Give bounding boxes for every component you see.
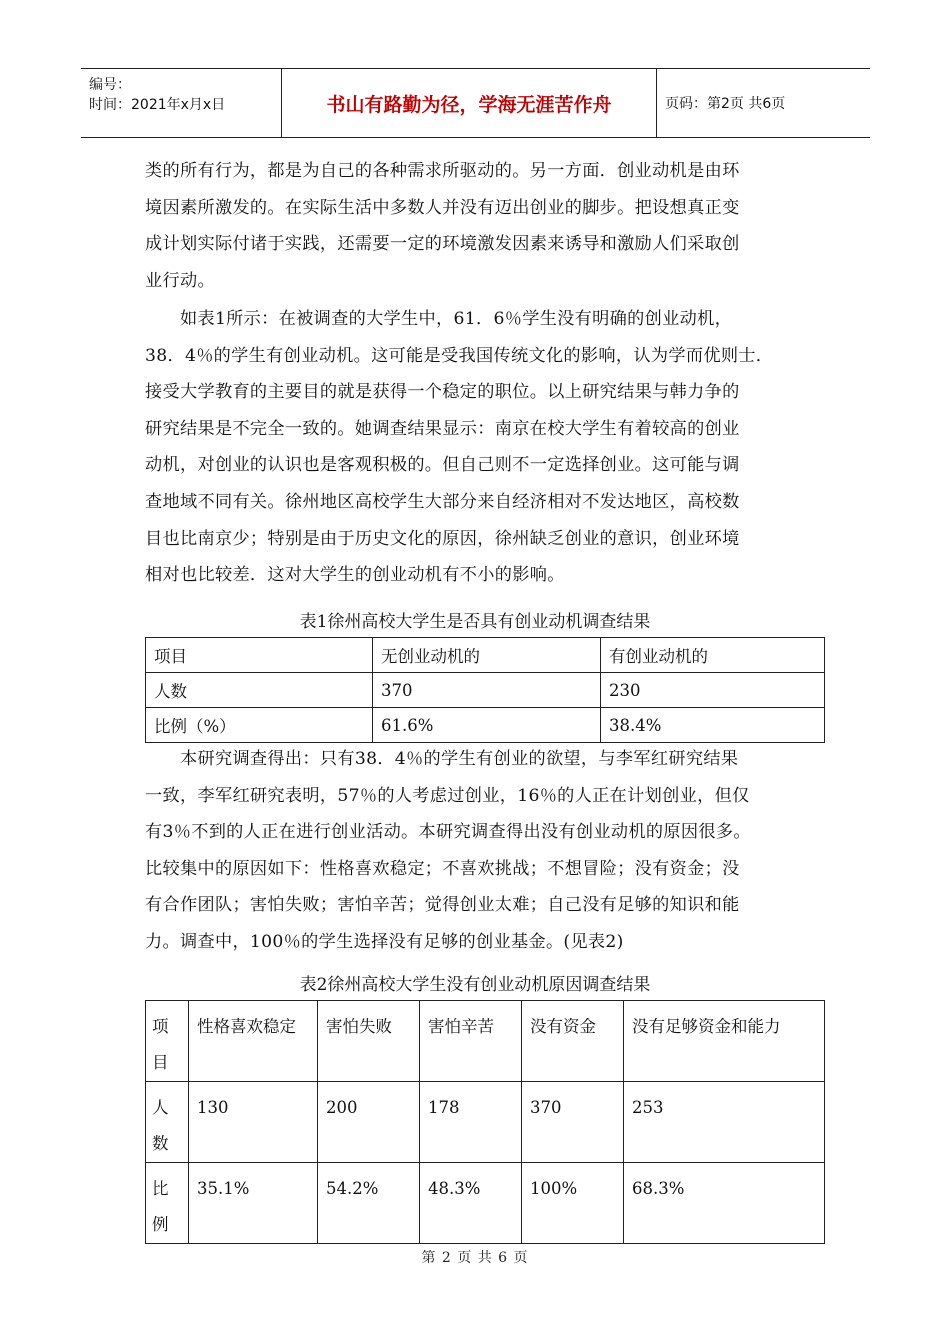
table-cell: 有创业动机的 <box>601 638 825 673</box>
table-cell: 48.3% <box>420 1163 522 1244</box>
table-2 <box>145 1000 825 1244</box>
table-cell: 项目 <box>146 1001 189 1082</box>
text-line: 业行动。 <box>145 270 215 291</box>
table-cell: 54.2% <box>318 1163 420 1244</box>
table-cell: 比例（%） <box>146 708 373 743</box>
table-2-caption: 表2徐州高校大学生没有创业动机原因调查结果 <box>299 975 651 995</box>
table-1 <box>145 637 825 743</box>
table-row <box>146 1082 825 1163</box>
page-footer: 第 2 页 共 6 页 <box>421 1250 529 1266</box>
table-cell: 230 <box>601 673 825 708</box>
text-line: 查地域不同有关。徐州地区高校学生大部分来自经济相对不发达地区，高校数 <box>145 491 740 512</box>
table-row <box>146 1001 825 1082</box>
table-row <box>146 638 825 673</box>
paragraph-1 <box>145 153 807 299</box>
text-line: 38．4％的学生有创业动机。这可能是受我国传统文化的影响，认为学而优则士． <box>145 345 774 366</box>
table-cell: 项目 <box>146 638 373 673</box>
text-line: 一致，李军红研究表明，57％的人考虑过创业，16％的人正在计划创业，但仅 <box>145 785 750 806</box>
table-cell: 没有资金 <box>522 1001 624 1082</box>
table-cell: 253 <box>624 1082 825 1163</box>
table-cell: 61.6% <box>373 708 601 743</box>
header-divider <box>656 69 657 137</box>
text-line: 比较集中的原因如下：性格喜欢稳定；不喜欢挑战；不想冒险；没有资金；没 <box>145 858 740 879</box>
table-1-caption: 表1徐州高校大学生是否具有创业动机调查结果 <box>299 612 651 632</box>
text-line: 如表1所示：在被调查的大学生中，61．6％学生没有明确的创业动机， <box>145 309 733 329</box>
table-row <box>146 1163 825 1244</box>
table-cell: 害怕失败 <box>318 1001 420 1082</box>
table-cell: 370 <box>373 673 601 708</box>
page-header <box>81 68 870 138</box>
table-cell: 比例 <box>146 1163 189 1244</box>
table-cell: 130 <box>189 1082 318 1163</box>
text-line: 目也比南京少；特别是由于历史文化的原因，徐州缺乏创业的意识，创业环境 <box>145 528 740 549</box>
table-cell: 178 <box>420 1082 522 1163</box>
header-motto: 书山有路勤为径，学海无涯苦作舟 <box>326 93 612 116</box>
paragraph-2 <box>145 301 807 594</box>
text-line: 动机，对创业的认识也是客观积极的。但自己则不一定选择创业。这可能与调 <box>145 455 740 476</box>
table-cell: 无创业动机的 <box>373 638 601 673</box>
text-line: 相对也比较差．这对大学生的创业动机有不小的影响。 <box>145 565 565 586</box>
document-number-label: 编号： <box>89 77 131 93</box>
table-cell: 没有足够资金和能力 <box>624 1001 825 1082</box>
table-cell: 100% <box>522 1163 624 1244</box>
table-cell: 人数 <box>146 673 373 708</box>
text-line: 有合作团队；害怕失败；害怕辛苦；觉得创业太难；自己没有足够的知识和能 <box>145 895 740 916</box>
text-line: 研究结果是不完全一致的。她调查结果显示：南京在校大学生有着较高的创业 <box>145 418 740 439</box>
header-page-label: 页码：第2页 共6页 <box>665 96 786 112</box>
text-line: 力。调查中，100％的学生选择没有足够的创业基金。(见表2) <box>145 931 624 952</box>
document-date-label: 时间：2021年x月x日 <box>89 97 226 113</box>
table-cell: 200 <box>318 1082 420 1163</box>
table-cell: 35.1% <box>189 1163 318 1244</box>
table-cell: 性格喜欢稳定 <box>189 1001 318 1082</box>
table-cell: 38.4% <box>601 708 825 743</box>
header-meta <box>89 75 225 115</box>
table-cell: 68.3% <box>624 1163 825 1244</box>
text-line: 类的所有行为，都是为自己的各种需求所驱动的。另一方面．创业动机是由环 <box>145 161 740 181</box>
text-line: 有3％不到的人正在进行创业活动。本研究调查得出没有创业动机的原因很多。 <box>145 822 751 843</box>
text-line: 接受大学教育的主要目的就是获得一个稳定的职位。以上研究结果与韩力争的 <box>145 382 740 403</box>
text-line: 本研究调查得出：只有38．4％的学生有创业的欲望，与李军红研究结果 <box>145 749 739 769</box>
paragraph-3 <box>145 741 807 961</box>
text-line: 境因素所激发的。在实际生活中多数人并没有迈出创业的脚步。把设想真正变 <box>145 197 740 218</box>
table-cell: 人数 <box>146 1082 189 1163</box>
text-line: 成计划实际付诸于实践，还需要一定的环境激发因素来诱导和激励人们采取创 <box>145 234 740 255</box>
table-row <box>146 708 825 743</box>
table-cell: 害怕辛苦 <box>420 1001 522 1082</box>
table-cell: 370 <box>522 1082 624 1163</box>
table-row <box>146 673 825 708</box>
